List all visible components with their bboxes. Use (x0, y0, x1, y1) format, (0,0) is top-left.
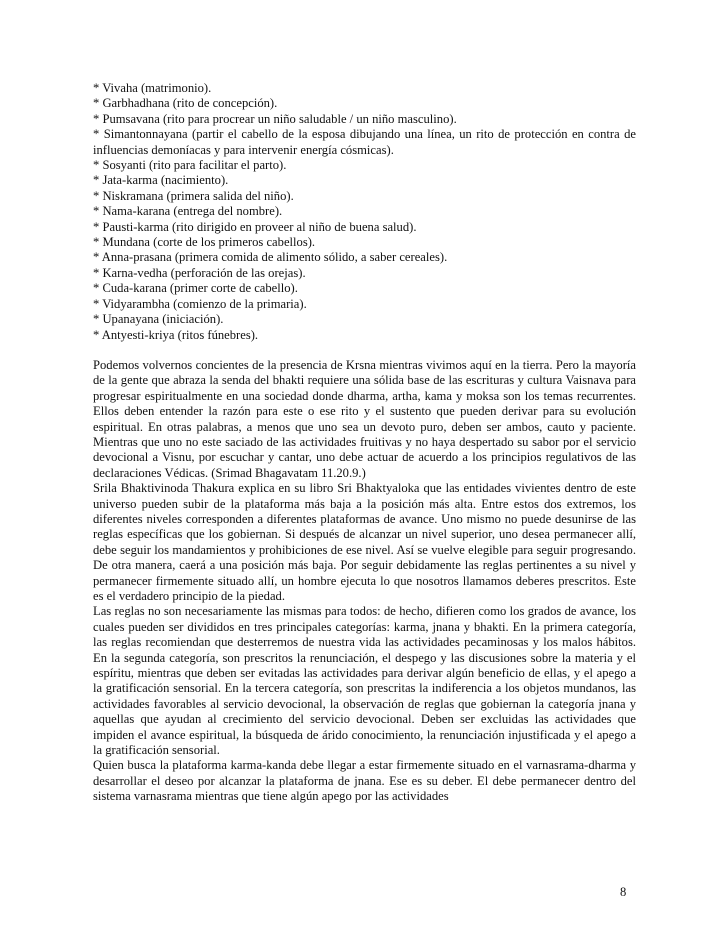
paragraph-krsna-consciousness: Podemos volvernos concientes de la presencia de Krsna mientras vivimos aquí en la tierra. Pero la mayoría de la gente que abraza la senda del bhakti requiere una sólida base de las escrituras y cultura Vaisnava para progresar espiritualmente en una sociedad donde dharma, artha, kama y moksa son los temas recurrentes. Ellos deben entender la razón para este o ese rito y el sustento que pueden derivar para su evolución espiritual. En otras palabras, a menos que uno sea un devoto puro, deben ser ambos, cauto y paciente. Mientras que uno no este saciado de las actividades fruitivas y no haya despertado su sabor por el servicio devocional a Visnu, por escuchar y cantar, uno debe actuar de acuerdo a los principios regulativos de las declaraciones Védicas. (Srimad Bhagavatam 11.20.9.) (93, 357, 636, 480)
list-item: * Karna-vedha (perforación de las orejas). (93, 265, 306, 280)
paragraph-karma-kanda: Quien busca la plataforma karma-kanda debe llegar a estar firmemente situado en el varnasrama-dharma y desarrollar el deseo por alcanzar la plataforma de jnana. Ese es su deber. El debe permanecer dentro del sistema varnasrama mientras que tiene algún apego por las actividades (93, 758, 636, 804)
list-item: * Mundana (corte de los primeros cabellos). (93, 235, 316, 250)
list-item: * Simantonnayana (partir el cabello de la esposa dibujando una línea, un rito de protección en contra de influencias demoníacas y para intervenir energía cósmicas). (93, 127, 636, 157)
list-item: * Garbhadhana (rito de concepción). (93, 96, 278, 111)
list-item: * Cuda-karana (primer corte de cabello). (93, 281, 298, 296)
list-item: * Antyesti-kriya (ritos fúnebres). (93, 327, 259, 342)
list-item: * Vidyarambha (comienzo de la primaria). (93, 296, 307, 311)
list-item: * Sosyanti (rito para facilitar el parto). (93, 158, 287, 173)
document-body (93, 81, 636, 805)
list-item: * Niskramana (primera salida del niño). (93, 188, 294, 203)
list-item: * Upanayana (iniciación). (93, 312, 224, 327)
list-item: * Nama-karana (entrega del nombre). (93, 204, 283, 219)
list-item: * Pumsavana (rito para procrear un niño saludable / un niño masculino). (93, 111, 457, 126)
list-item: * Jata-karma (nacimiento). (93, 173, 229, 188)
paragraph-rules-categories: Las reglas no son necesariamente las mismas para todos: de hecho, difieren como los grados de avance, los cuales pueden ser divididos en tres principales categorías: karma, jnana y bhakti. En la primera categoría, las reglas recomiendan que desterremos de nuestra vida las actividades pecaminosas y los malos hábitos. En la segunda categoría, son prescritos la renunciación, el despego y las discusiones sobre la materia y el espíritu, mientras que deben ser evitadas las actividades para derivar algún beneficio de ellas, y el apego a la gratificación sensorial. En la tercera categoría, son prescritas la indiferencia a los objetos mundanos, las actividades favorables al servicio devocional, la observación de reglas que gobiernan la categoría jnana y aquellas que ayudan al crecimiento del servicio devocional. Deben ser excluidas las actividades que impiden el avance espiritual, la búsqueda de árido conocimiento, la renunciación injustificada y el apego a la gratificación sensorial. (93, 604, 636, 758)
list-item: * Vivaha (matrimonio). (93, 81, 212, 95)
rites-list (93, 81, 636, 343)
paragraph-bhaktivinoda: Srila Bhaktivinoda Thakura explica en su libro Sri Bhaktyaloka que las entidades vivientes dentro de este universo pueden subir de la plataforma más baja a la posición más alta. Entre estos dos extremos, los diferentes niveles corresponden a diferentes plataformas de avance. Uno mismo no puede desunirse de las reglas específicas que los gobiernan. Si después de alcanzar un nivel superior, uno desea permanecer allí, debe seguir los mandamientos y prohibiciones de ese nivel. Así se vuelve elegible para seguir progresando. De otra manera, caerá a una posición más baja. Por seguir debidamente las reglas pertinentes a su nivel y permanecer firmemente situado allí, un hombre ejecuta lo que nosotros llamamos deberes prescritos. Este es el verdadero principio de la piedad. (93, 481, 636, 603)
list-item: * Anna-prasana (primera comida de alimento sólido, a saber cereales). (93, 250, 448, 265)
section-spacer (93, 343, 636, 358)
page-number: 8 (620, 885, 627, 899)
list-item: * Pausti-karma (rito dirigido en proveer al niño de buena salud). (93, 219, 417, 234)
